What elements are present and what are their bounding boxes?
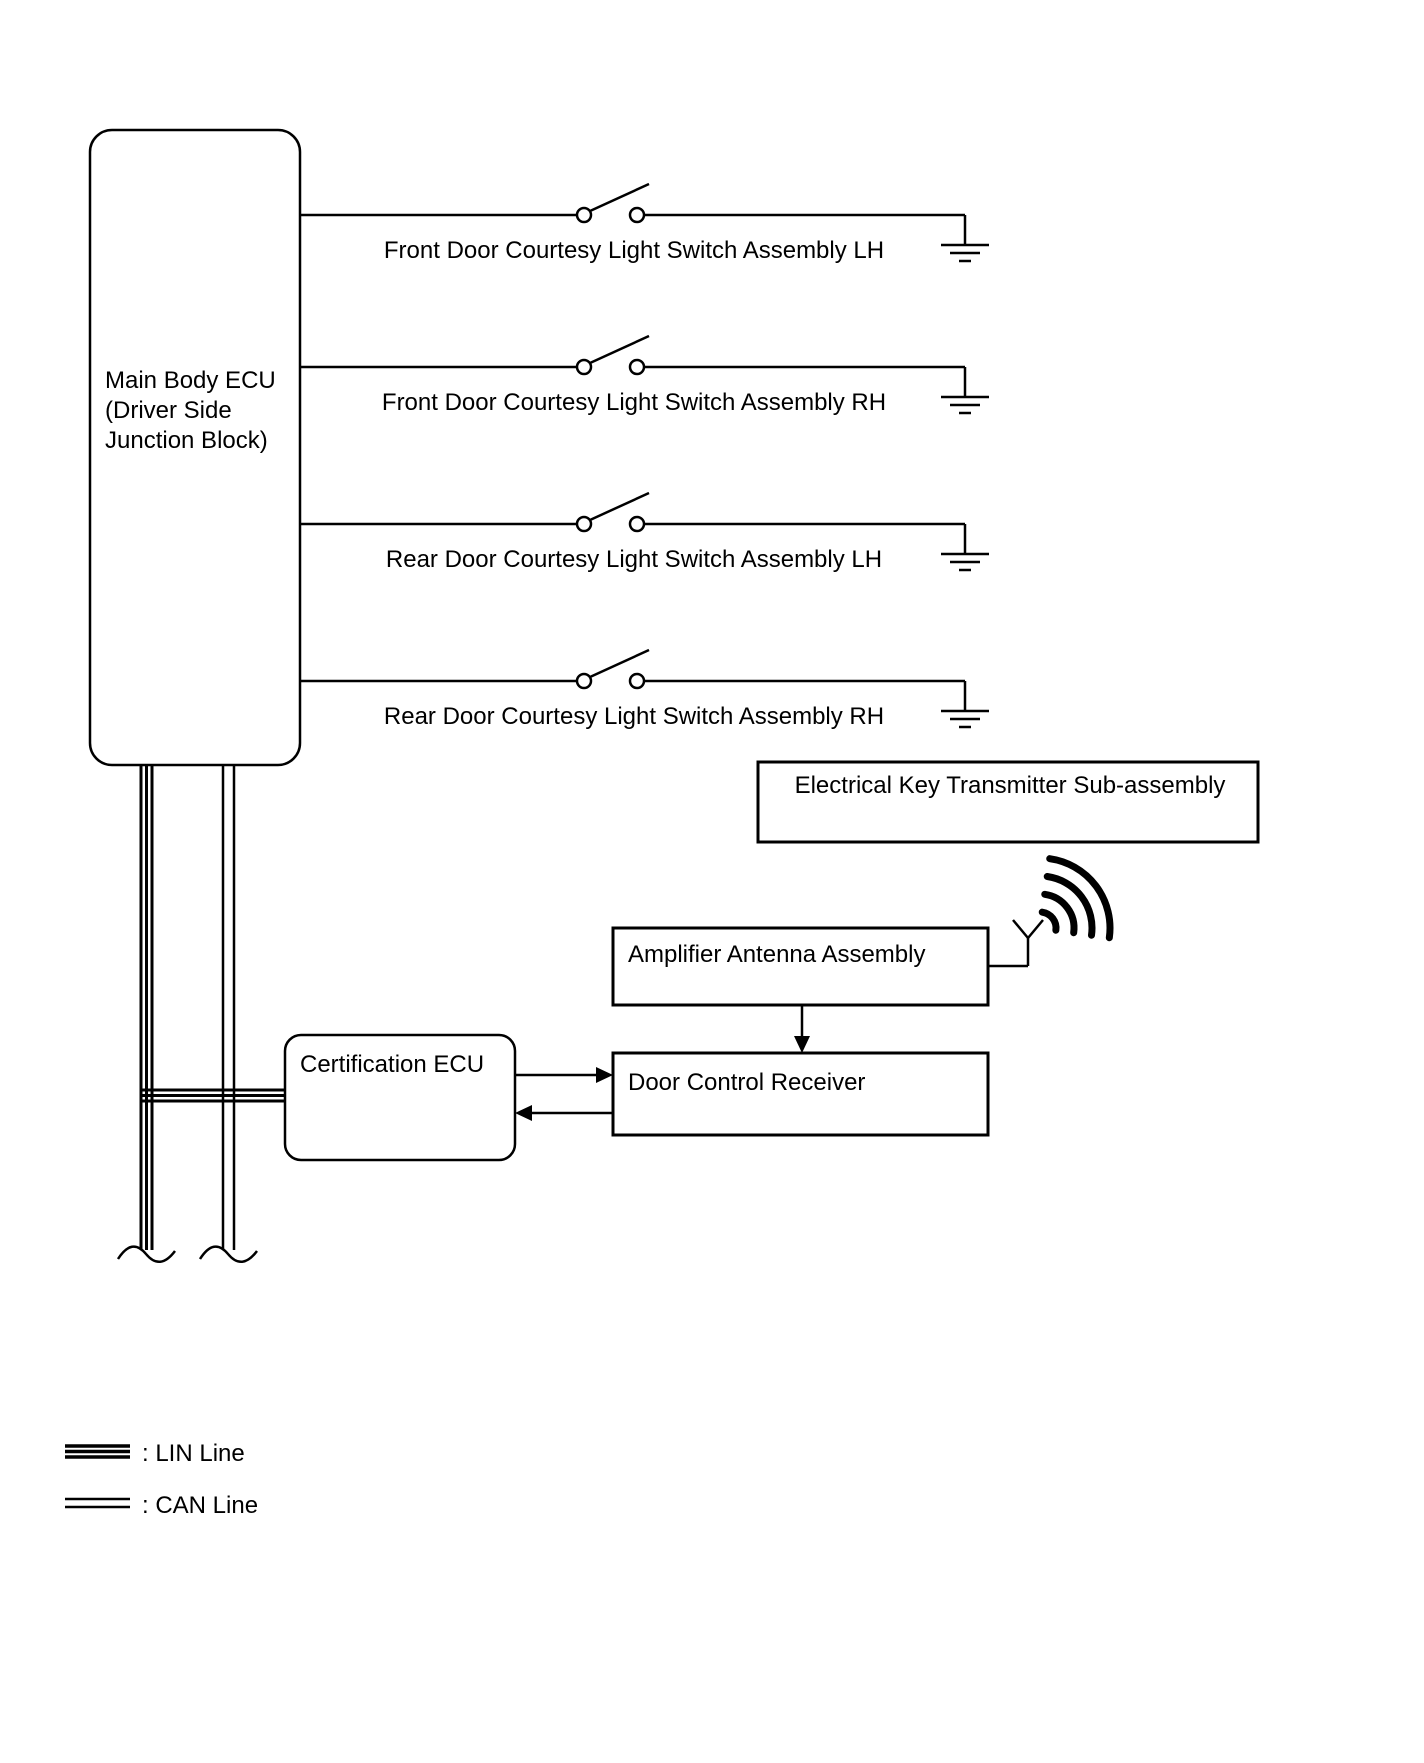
switch-icon (577, 184, 649, 222)
door-control-receiver-label: Door Control Receiver (628, 1069, 866, 1096)
switch-row-label: Front Door Courtesy Light Switch Assembly LH (383, 237, 885, 264)
legend-can-swatch (65, 1499, 130, 1507)
switch-row-label: Front Door Courtesy Light Switch Assembly RH (381, 389, 887, 416)
main-body-ecu-label-line3: Junction Block) (105, 427, 268, 454)
ground-icon (941, 524, 989, 570)
switch-row-front-lh (300, 184, 989, 264)
rf-signal-icon (1040, 859, 1119, 938)
line-break-icon (200, 1247, 257, 1262)
antenna-icon (988, 920, 1043, 966)
switch-row-front-rh (300, 336, 989, 416)
arrow-right-icon (515, 1067, 613, 1083)
amplifier-antenna-label: Amplifier Antenna Assembly (628, 941, 926, 968)
ground-icon (941, 215, 989, 261)
legend-lin-label: : LIN Line (142, 1440, 245, 1467)
arrow-down-icon (794, 1005, 810, 1053)
switch-icon (577, 336, 649, 374)
switch-icon (577, 493, 649, 531)
can-line-vertical (223, 765, 234, 1250)
main-body-ecu-label-line2: (Driver Side (105, 397, 232, 424)
ground-icon (941, 367, 989, 413)
arrow-left-icon (515, 1105, 613, 1121)
key-transmitter-label: Electrical Key Transmitter Sub-assembly (794, 772, 1226, 799)
ground-icon (941, 681, 989, 727)
switch-row-label: Rear Door Courtesy Light Switch Assembly LH (385, 546, 883, 573)
lin-line-branch (141, 1090, 285, 1101)
lin-line-vertical (141, 765, 152, 1250)
switch-icon (577, 650, 649, 688)
switch-row-rear-lh (300, 493, 989, 573)
switch-row-rear-rh (300, 650, 989, 730)
legend-can-label: : CAN Line (142, 1492, 259, 1519)
certification-ecu-label: Certification ECU (300, 1051, 485, 1078)
switch-row-label: Rear Door Courtesy Light Switch Assembly RH (383, 703, 885, 730)
legend-lin-swatch (65, 1446, 130, 1457)
main-body-ecu-label-line1: Main Body ECU (105, 367, 276, 394)
